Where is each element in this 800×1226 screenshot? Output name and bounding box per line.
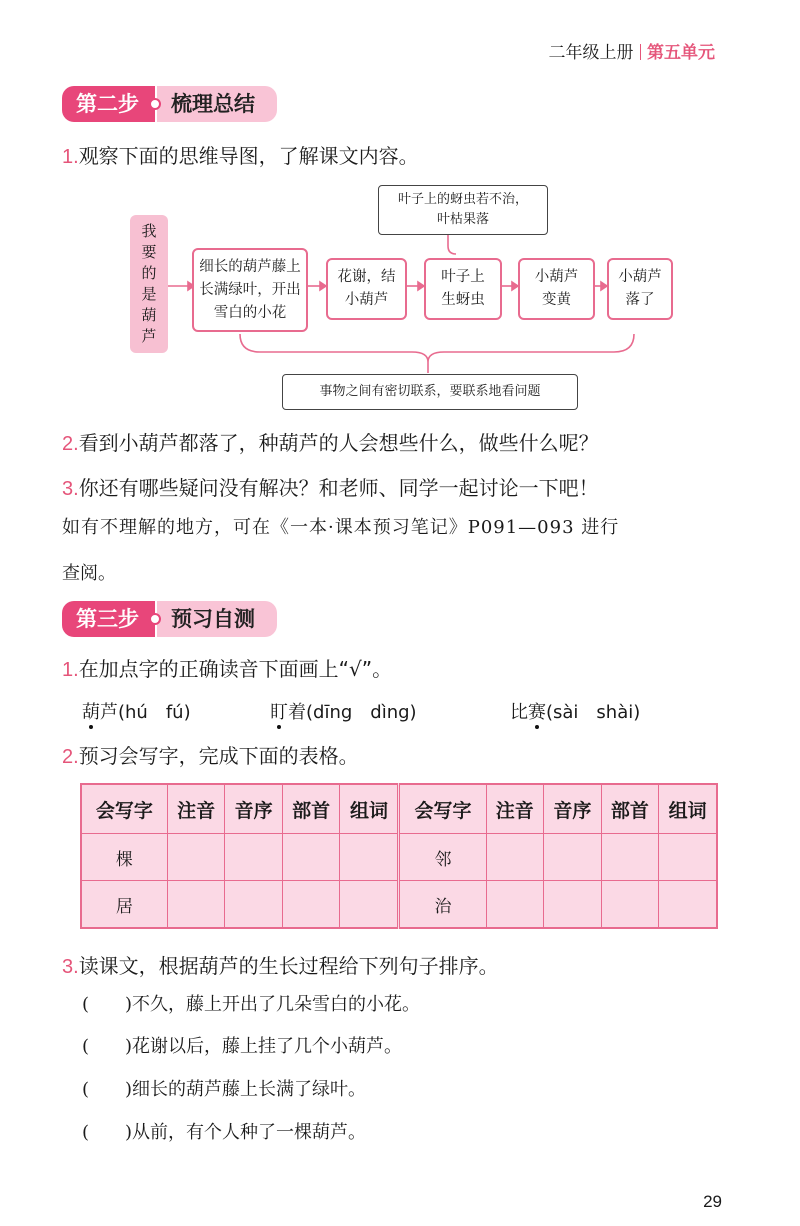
sentence-text: 不久，藤上开出了几朵雪白的小花。 — [132, 994, 421, 1015]
word-rest: 着 — [288, 702, 306, 723]
mind-map-node-5 — [607, 258, 673, 320]
answer-cell[interactable] — [659, 834, 717, 881]
order-blank[interactable]: ( ) — [82, 1079, 133, 1100]
pinyin-options[interactable]: (hú fú) — [118, 702, 191, 723]
answer-cell[interactable] — [486, 834, 544, 881]
answer-cell[interactable] — [282, 881, 340, 929]
question-number: 2. — [62, 746, 79, 768]
step2-label: 梳理总结 — [157, 86, 277, 122]
sentence-text: 细长的葫芦藤上长满了绿叶。 — [132, 1079, 367, 1100]
answer-cell[interactable] — [544, 881, 602, 929]
pinyin-item-2 — [270, 698, 417, 724]
sentence-item — [82, 1118, 366, 1144]
answer-cell[interactable] — [486, 881, 544, 929]
reference-tip-line-1: 如有不理解的地方，可在《一本·课本预习笔记》P091—093 进行 — [62, 517, 620, 538]
grade-label: 二年级上册 — [548, 43, 634, 63]
note-text: 叶子上的蚜虫若不治，叶枯果落 — [397, 192, 528, 227]
step3-banner — [62, 601, 277, 637]
step3-question-3 — [62, 950, 499, 979]
page-number: 29 — [703, 1192, 722, 1211]
sentence-text: 从前，有个人种了一棵葫芦。 — [132, 1122, 367, 1143]
word-start: 比 — [510, 702, 528, 723]
step2-tag: 第二步 — [62, 86, 155, 122]
dotted-char: 盯 — [270, 698, 288, 724]
reference-tip-line-2: 查阅。 — [62, 563, 116, 584]
question-text: 观察下面的思维导图，了解课文内容。 — [78, 144, 419, 168]
answer-cell[interactable] — [225, 881, 283, 929]
order-blank[interactable]: ( ) — [82, 994, 133, 1015]
note-text: 事物之间有密切联系，要联系地看问题 — [319, 384, 541, 399]
mind-map-node-3 — [424, 258, 502, 320]
step3-question-1 — [62, 653, 392, 682]
table-header-row — [81, 784, 717, 834]
pinyin-item-1 — [82, 698, 191, 724]
answer-cell[interactable] — [659, 881, 717, 929]
question-text: 读课文，根据葫芦的生长过程给下列句子排序。 — [78, 954, 499, 978]
answer-cell[interactable] — [282, 834, 340, 881]
question-text: 看到小葫芦都落了，种葫芦的人会想些什么，做些什么呢？ — [78, 431, 599, 455]
mind-map-node-4 — [518, 258, 595, 320]
node-text: 细长的葫芦藤上长满绿叶，开出雪白的小花 — [199, 258, 301, 321]
question-text: 在加点字的正确读音下面画上“√”。 — [78, 657, 393, 681]
question-number: 3. — [62, 956, 79, 978]
question-number: 1. — [62, 659, 79, 681]
dotted-char: 赛 — [528, 698, 546, 724]
header-cell: 音序 — [544, 784, 602, 834]
question-number: 3. — [62, 478, 79, 500]
step3-label: 预习自测 — [157, 601, 277, 637]
character-cell: 邻 — [399, 834, 486, 881]
answer-cell[interactable] — [601, 834, 659, 881]
node-text: 小葫芦落了 — [618, 269, 662, 308]
order-blank[interactable]: ( ) — [82, 1036, 133, 1057]
table-row — [81, 834, 717, 881]
sentence-item — [82, 990, 420, 1016]
step2-question-2 — [62, 427, 599, 456]
header-cell: 组词 — [340, 784, 399, 834]
dotted-char: 葫 — [82, 698, 100, 724]
mind-map-note-bottom — [282, 374, 578, 410]
header-cell: 音序 — [225, 784, 283, 834]
table-row — [81, 881, 717, 929]
step-dot-icon — [149, 98, 161, 110]
root-text: 我要的是葫芦 — [141, 222, 157, 345]
answer-cell[interactable] — [340, 881, 399, 929]
character-cell: 居 — [81, 881, 167, 929]
step3-tag: 第三步 — [62, 601, 155, 637]
question-number: 1. — [62, 146, 79, 168]
pinyin-options[interactable]: (dīng dìng) — [306, 702, 417, 723]
header-cell: 会写字 — [399, 784, 486, 834]
node-text: 叶子上生蚜虫 — [441, 269, 485, 308]
sentence-text: 花谢以后，藤上挂了几个小葫芦。 — [132, 1036, 403, 1057]
mind-map-root — [130, 215, 168, 353]
header-cell: 部首 — [282, 784, 340, 834]
character-cell: 棵 — [81, 834, 167, 881]
question-number: 2. — [62, 433, 79, 455]
answer-cell[interactable] — [167, 881, 225, 929]
answer-cell[interactable] — [225, 834, 283, 881]
pinyin-options[interactable]: (sài shài) — [546, 702, 641, 723]
step-dot-icon — [149, 613, 161, 625]
writing-practice-table — [80, 783, 718, 929]
answer-cell[interactable] — [601, 881, 659, 929]
header-cell: 注音 — [486, 784, 544, 834]
step2-question-3 — [62, 472, 599, 501]
header-cell: 注音 — [167, 784, 225, 834]
node-text: 花谢，结小葫芦 — [337, 269, 396, 308]
question-text: 你还有哪些疑问没有解决？和老师、同学一起讨论一下吧！ — [78, 476, 599, 500]
unit-label: 第五单元 — [647, 43, 715, 63]
order-blank[interactable]: ( ) — [82, 1122, 133, 1143]
answer-cell[interactable] — [167, 834, 225, 881]
mind-map-node-1 — [192, 248, 308, 332]
answer-cell[interactable] — [340, 834, 399, 881]
pinyin-item-3 — [510, 698, 640, 724]
header-cell: 会写字 — [81, 784, 167, 834]
step3-question-2 — [62, 740, 359, 769]
sentence-item — [82, 1075, 366, 1101]
word-rest: 芦 — [100, 702, 118, 723]
header-cell: 组词 — [659, 784, 717, 834]
sentence-item — [82, 1032, 402, 1058]
mind-map-node-2 — [326, 258, 407, 320]
mind-map-note-top — [378, 185, 548, 235]
header-cell: 部首 — [601, 784, 659, 834]
answer-cell[interactable] — [544, 834, 602, 881]
node-text: 小葫芦变黄 — [534, 269, 579, 308]
character-cell: 治 — [399, 881, 486, 929]
question-text: 预习会写字，完成下面的表格。 — [78, 744, 359, 768]
